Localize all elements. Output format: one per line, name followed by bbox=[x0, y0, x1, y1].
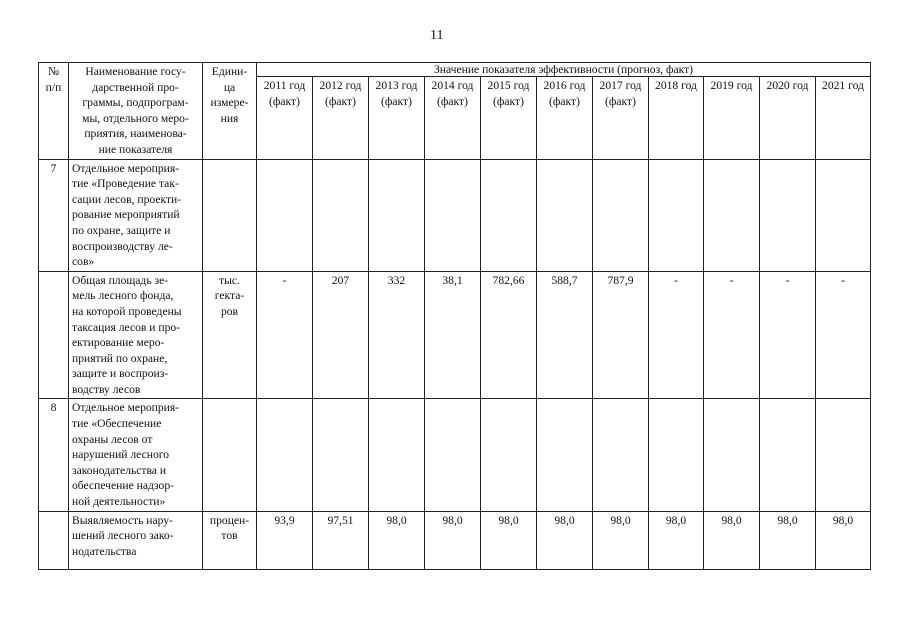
header-year-9: 2020 год bbox=[760, 77, 816, 160]
row-value-3 bbox=[425, 159, 481, 271]
row-value-6 bbox=[593, 159, 649, 271]
row-value-3 bbox=[425, 399, 481, 511]
row-num bbox=[39, 271, 69, 399]
row-value-4: 98,0 bbox=[481, 511, 537, 569]
row-value-7: 98,0 bbox=[649, 511, 704, 569]
row-value-3: 38,1 bbox=[425, 271, 481, 399]
row-value-5: 588,7 bbox=[537, 271, 593, 399]
row-value-0 bbox=[257, 159, 313, 271]
row-value-5 bbox=[537, 399, 593, 511]
row-value-10: - bbox=[816, 271, 871, 399]
row-value-8 bbox=[704, 399, 760, 511]
header-year-2: 2013 год (факт) bbox=[369, 77, 425, 160]
row-unit: процен- тов bbox=[203, 511, 257, 569]
row-name: Выявляемость нару- шений лесного зако- нодательства bbox=[69, 511, 203, 569]
row-value-6 bbox=[593, 399, 649, 511]
row-num bbox=[39, 511, 69, 569]
row-value-7 bbox=[649, 399, 704, 511]
row-unit bbox=[203, 159, 257, 271]
row-value-9 bbox=[760, 159, 816, 271]
row-value-1 bbox=[313, 159, 369, 271]
row-value-4 bbox=[481, 399, 537, 511]
header-group-title: Значение показателя эффективности (прогноз, факт) bbox=[257, 63, 871, 77]
row-name: Отдельное мероприя- тие «Проведение так- сации лесов, проекти- рование мероприятий по охране, защите и воспроизводству ле- сов» bbox=[69, 159, 203, 271]
header-year-4: 2015 год (факт) bbox=[481, 77, 537, 160]
header-year-10: 2021 год bbox=[816, 77, 871, 160]
row-value-8 bbox=[704, 159, 760, 271]
header-year-6: 2017 год (факт) bbox=[593, 77, 649, 160]
table-row bbox=[39, 159, 871, 271]
row-value-6: 98,0 bbox=[593, 511, 649, 569]
row-value-9 bbox=[760, 399, 816, 511]
row-value-5: 98,0 bbox=[537, 511, 593, 569]
row-value-4 bbox=[481, 159, 537, 271]
row-value-0: 93,9 bbox=[257, 511, 313, 569]
row-value-2: 332 bbox=[369, 271, 425, 399]
row-name: Общая площадь зе- мель лесного фонда, на которой проведены таксация лесов и про- ектирование меро- приятий по охране, защите и воспроиз- водству лесов bbox=[69, 271, 203, 399]
row-value-8: 98,0 bbox=[704, 511, 760, 569]
table-row bbox=[39, 511, 871, 569]
row-name: Отдельное мероприя- тие «Обеспечение охраны лесов от нарушений лесного законодательства и обеспечение надзор- ной деятельности» bbox=[69, 399, 203, 511]
header-year-0: 2011 год (факт) bbox=[257, 77, 313, 160]
header-unit: Едини- ца измере- ния bbox=[203, 63, 257, 160]
row-value-6: 787,9 bbox=[593, 271, 649, 399]
header-year-3: 2014 год (факт) bbox=[425, 77, 481, 160]
header-year-1: 2012 год (факт) bbox=[313, 77, 369, 160]
row-value-7: - bbox=[649, 271, 704, 399]
row-value-1: 97,51 bbox=[313, 511, 369, 569]
row-value-9: 98,0 bbox=[760, 511, 816, 569]
header-year-8: 2019 год bbox=[704, 77, 760, 160]
efficiency-indicators-table bbox=[38, 62, 871, 570]
header-name: Наименование госу- дарственной про- граммы, подпрограм- мы, отдельного меро- приятия, наименова- ние показателя bbox=[69, 63, 203, 160]
row-unit: тыс. гекта- ров bbox=[203, 271, 257, 399]
header-num: № п/п bbox=[39, 63, 69, 160]
header-row-1 bbox=[39, 63, 871, 77]
page-number: 11 bbox=[430, 28, 444, 43]
row-value-10 bbox=[816, 159, 871, 271]
row-value-4: 782,66 bbox=[481, 271, 537, 399]
row-value-1: 207 bbox=[313, 271, 369, 399]
header-year-7: 2018 год bbox=[649, 77, 704, 160]
row-num: 8 bbox=[39, 399, 69, 511]
row-value-10 bbox=[816, 399, 871, 511]
row-num: 7 bbox=[39, 159, 69, 271]
row-value-5 bbox=[537, 159, 593, 271]
row-unit bbox=[203, 399, 257, 511]
row-value-8: - bbox=[704, 271, 760, 399]
row-value-2: 98,0 bbox=[369, 511, 425, 569]
table-row bbox=[39, 271, 871, 399]
row-value-3: 98,0 bbox=[425, 511, 481, 569]
table-row bbox=[39, 399, 871, 511]
row-value-2 bbox=[369, 399, 425, 511]
row-value-9: - bbox=[760, 271, 816, 399]
row-value-0 bbox=[257, 399, 313, 511]
row-value-10: 98,0 bbox=[816, 511, 871, 569]
row-value-2 bbox=[369, 159, 425, 271]
row-value-0: - bbox=[257, 271, 313, 399]
row-value-1 bbox=[313, 399, 369, 511]
row-value-7 bbox=[649, 159, 704, 271]
header-year-5: 2016 год (факт) bbox=[537, 77, 593, 160]
